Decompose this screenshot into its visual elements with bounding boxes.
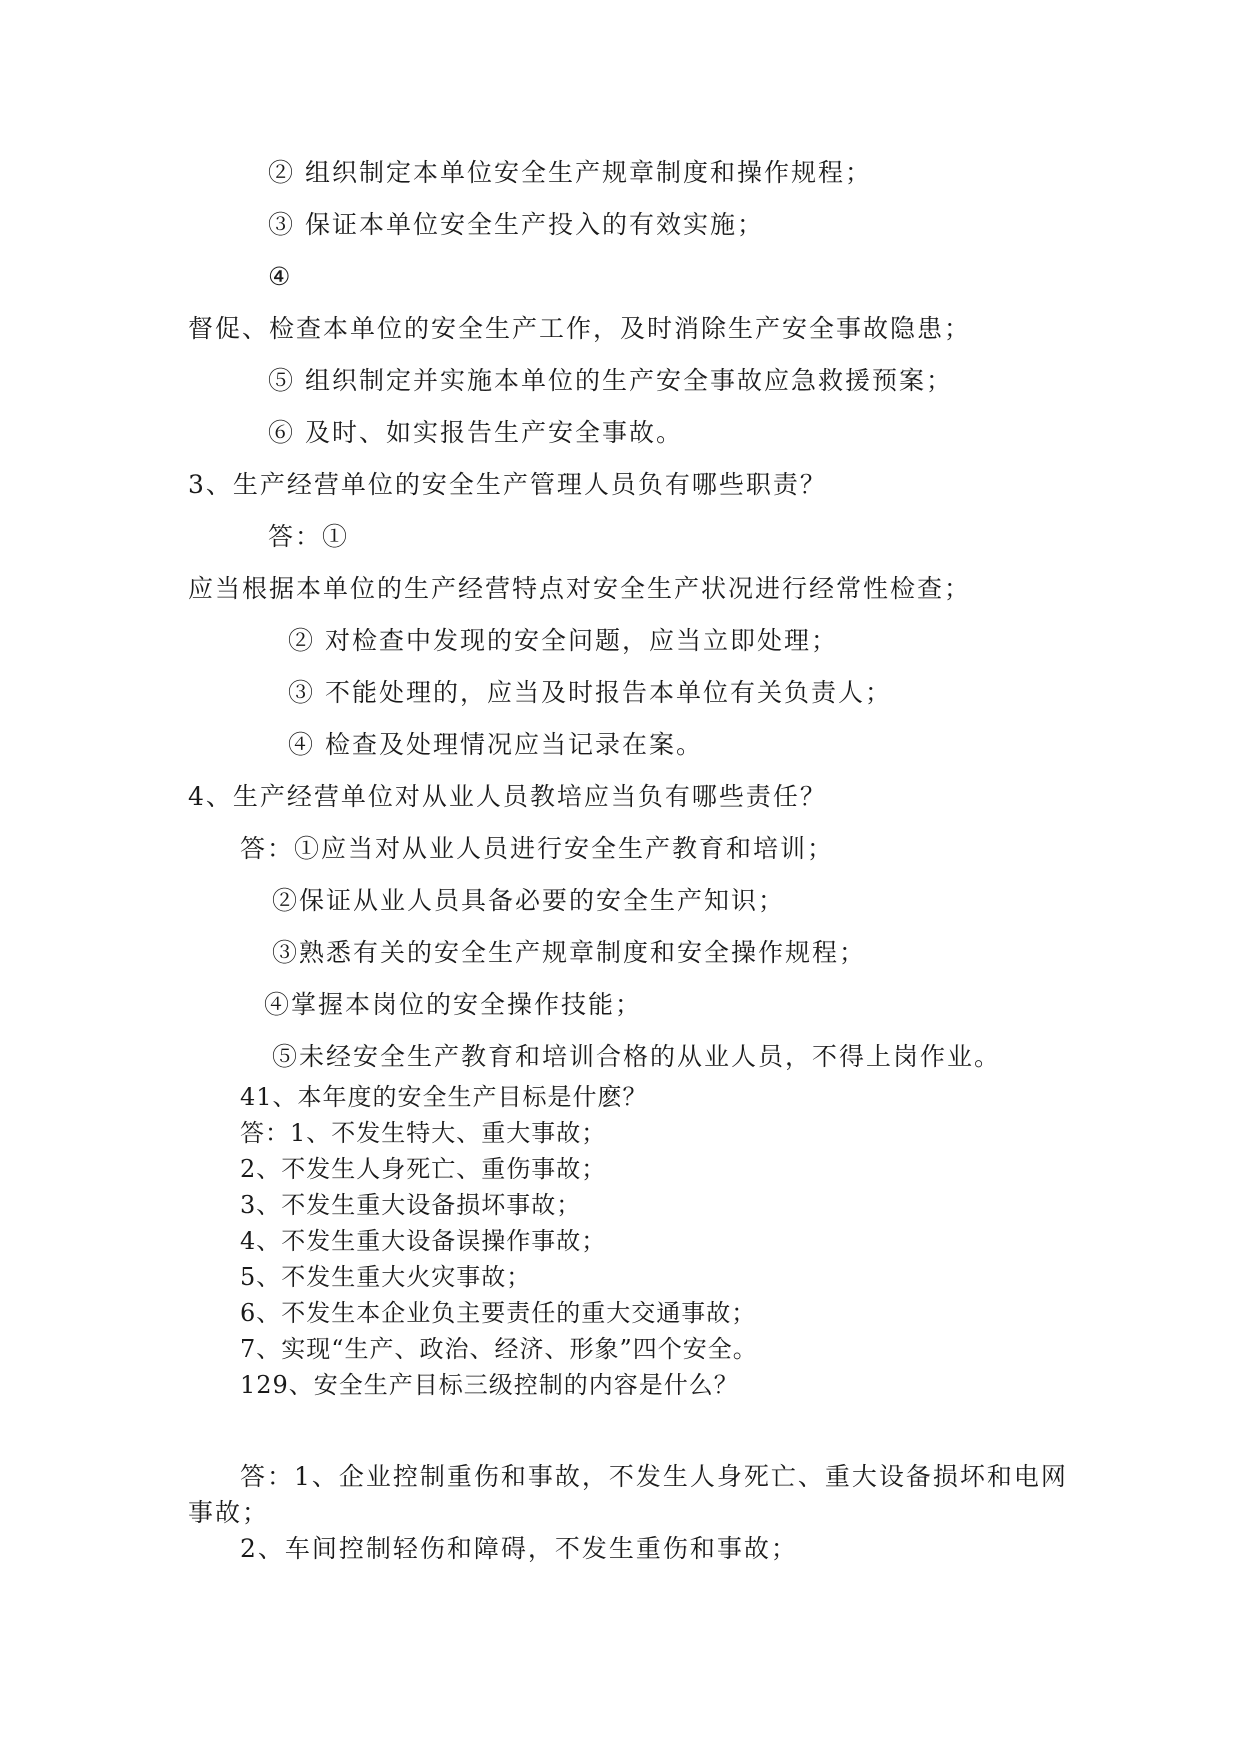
text-line: ③ 不能处理的，应当及时报告本单位有关负责人； <box>288 678 892 707</box>
text-line: ④ 检查及处理情况应当记录在案。 <box>288 730 703 759</box>
answer-label: 答：① <box>268 522 350 551</box>
text-line: ② 对检查中发现的安全问题，应当立即处理； <box>288 626 838 655</box>
text-line: ④掌握本岗位的安全操作技能； <box>264 990 643 1019</box>
text-line: 答：①应当对从业人员进行安全生产教育和培训； <box>240 834 835 863</box>
text-line: 事故； <box>188 1498 270 1527</box>
text-line: ②保证从业人员具备必要的安全生产知识； <box>272 886 786 915</box>
text-line: 6、不发生本企业负主要责任的重大交通事故； <box>240 1299 757 1327</box>
text-line: ⑤ 组织制定并实施本单位的生产安全事故应急救援预案； <box>268 366 953 395</box>
text-line: 督促、检查本单位的安全生产工作，及时消除生产安全事故隐患； <box>188 314 972 343</box>
question-heading: 3、生产经营单位的安全生产管理人员负有哪些职责？ <box>188 470 827 499</box>
text-line: ④ <box>268 262 293 291</box>
text-line: 7、实现“生产、政治、经济、形象”四个安全。 <box>240 1335 758 1363</box>
text-line: 答：1、企业控制重伤和事故，不发生人身死亡、重大设备损坏和电网 <box>240 1462 1068 1491</box>
text-line: ② 组织制定本单位安全生产规章制度和操作规程； <box>268 158 872 187</box>
text-line: ⑤未经安全生产教育和培训合格的从业人员，不得上岗作业。 <box>272 1042 1002 1071</box>
question-heading: 41、本年度的安全生产目标是什麽？ <box>240 1083 648 1111</box>
text-line: 2、车间控制轻伤和障碍，不发生重伤和事故； <box>240 1534 798 1563</box>
text-line: 2、不发生人身死亡、重伤事故； <box>240 1155 607 1183</box>
text-line: 4、不发生重大设备误操作事故； <box>240 1227 607 1255</box>
question-heading: 129、安全生产目标三级控制的内容是什么？ <box>240 1371 739 1399</box>
text-line: 3、不发生重大设备损坏事故； <box>240 1191 582 1219</box>
text-line: 5、不发生重大火灾事故； <box>240 1263 532 1291</box>
text-line: ⑥ 及时、如实报告生产安全事故。 <box>268 418 683 447</box>
text-line: 应当根据本单位的生产经营特点对安全生产状况进行经常性检查； <box>188 574 972 603</box>
text-line: ③ 保证本单位安全生产投入的有效实施； <box>268 210 764 239</box>
question-heading: 4、生产经营单位对从业人员教培应当负有哪些责任？ <box>188 782 827 811</box>
text-line: ③熟悉有关的安全生产规章制度和安全操作规程； <box>272 938 867 967</box>
text-line: 答：1、不发生特大、重大事故； <box>240 1119 607 1147</box>
